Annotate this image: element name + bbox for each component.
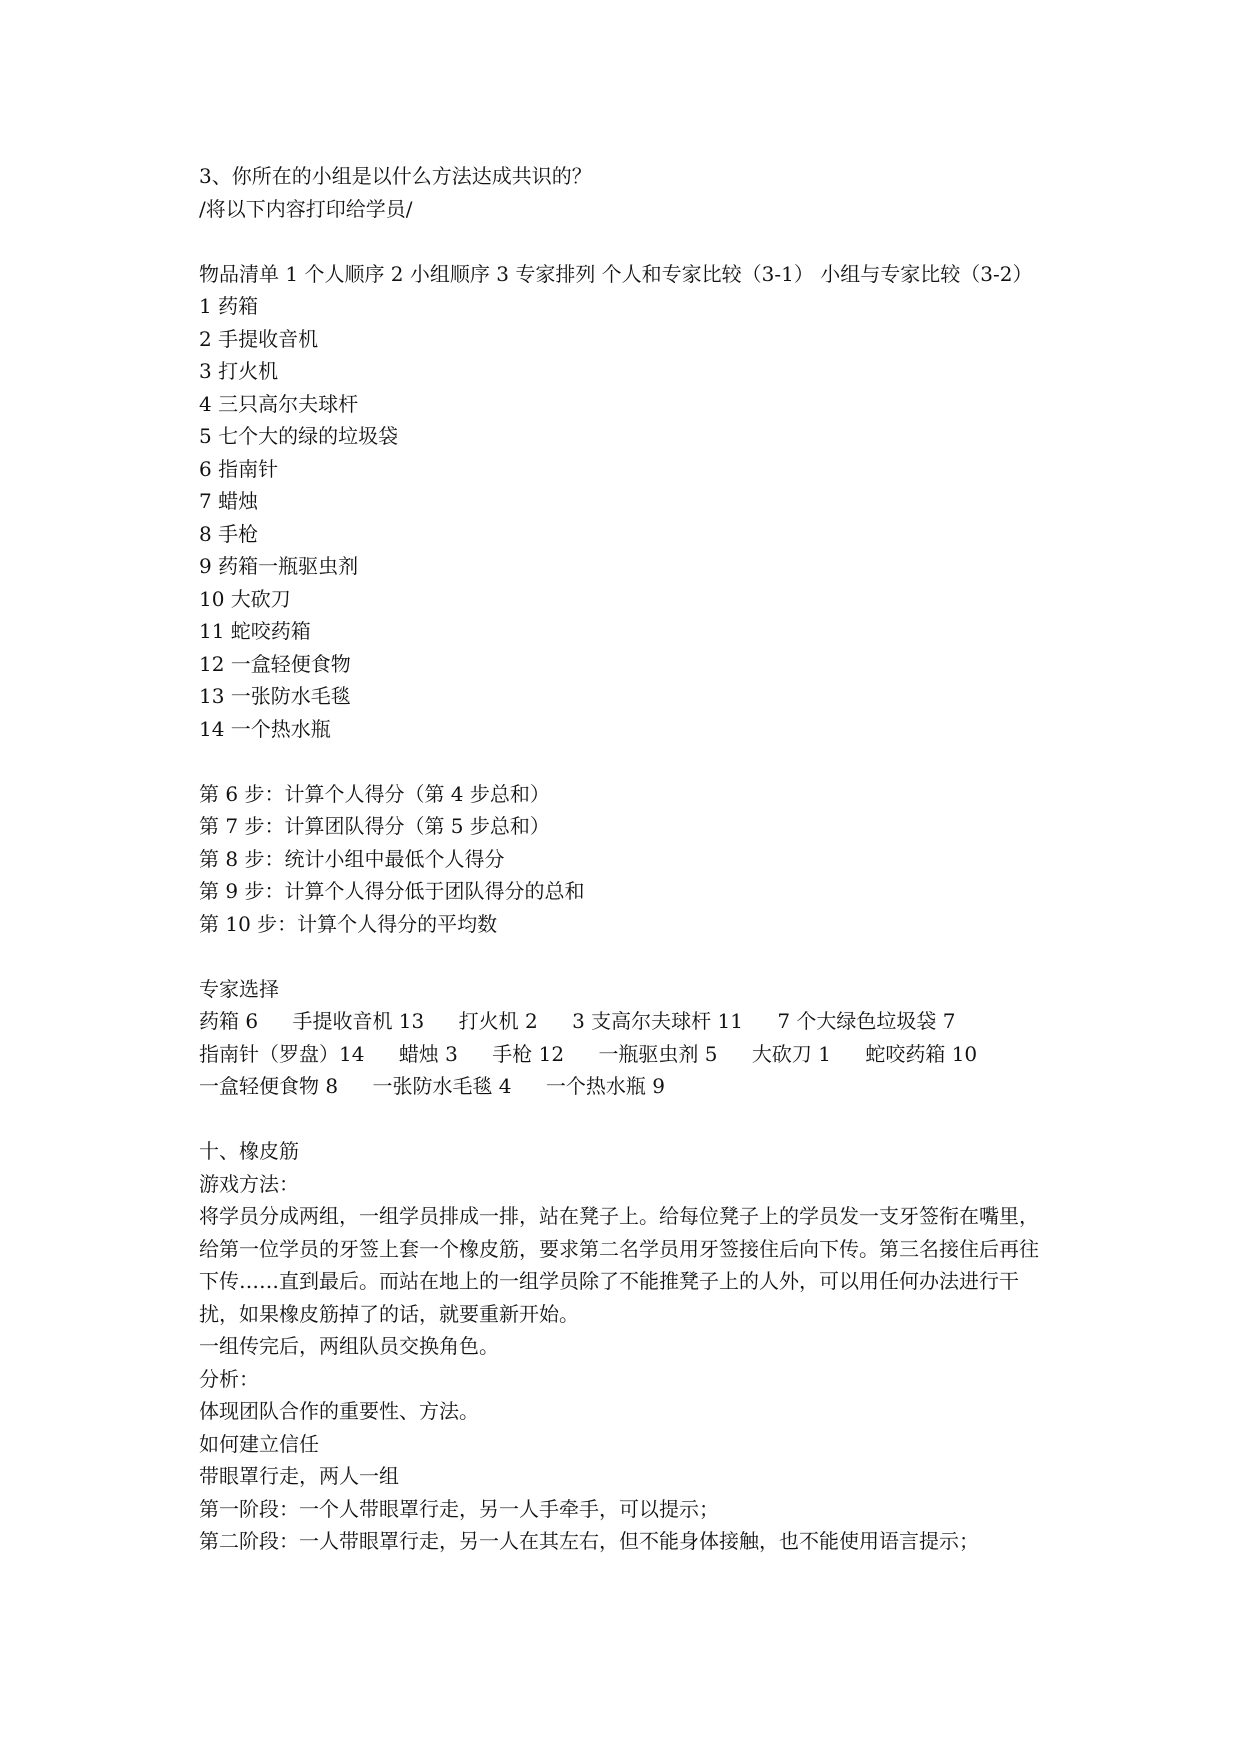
list-item: 12 一盒轻便食物 bbox=[199, 651, 351, 676]
analysis-text: 体现团队合作的重要性、方法。 bbox=[199, 1399, 479, 1423]
method-label: 游戏方法： bbox=[199, 1171, 299, 1196]
trust-title: 如何建立信任 bbox=[199, 1431, 319, 1456]
document-page bbox=[199, 160, 1039, 1558]
expert-entry: 打火机 2 bbox=[458, 1009, 538, 1033]
print-note: /将以下内容打印给学员/ bbox=[199, 196, 413, 221]
analysis-label: 分析： bbox=[199, 1366, 259, 1391]
expert-choices bbox=[199, 1005, 1039, 1103]
expert-entry: 手提收音机 13 bbox=[292, 1009, 425, 1033]
section-title: 十、橡皮筋 bbox=[199, 1139, 299, 1163]
list-item: 3 打火机 bbox=[199, 359, 279, 383]
list-item: 7 蜡烛 bbox=[199, 489, 259, 513]
expert-entry: 一个热水瓶 9 bbox=[545, 1074, 665, 1098]
list-item: 14 一个热水瓶 bbox=[199, 716, 331, 741]
expert-entry: 手枪 12 bbox=[492, 1041, 565, 1066]
step-item: 第 8 步：统计小组中最低个人得分 bbox=[199, 846, 505, 871]
list-item: 1 药箱 bbox=[199, 294, 259, 318]
trust-subtitle: 带眼罩行走，两人一组 bbox=[199, 1464, 399, 1488]
expert-entry: 3 支高尔夫球杆 11 bbox=[572, 1009, 743, 1033]
stage-one: 第一阶段：一个人带眼罩行走，另一人手牵手，可以提示； bbox=[199, 1496, 719, 1521]
list-item: 4 三只高尔夫球杆 bbox=[199, 391, 359, 416]
step-list bbox=[199, 778, 1039, 941]
expert-entry: 一瓶驱虫剂 5 bbox=[598, 1041, 718, 1066]
expert-entry: 药箱 6 bbox=[199, 1009, 259, 1033]
blank-line bbox=[199, 225, 1039, 258]
method-paragraph: 将学员分成两组，一组学员排成一排，站在凳子上。给每位凳子上的学员发一支牙签衔在嘴里，给第一位学员的牙签上套一个橡皮筋，要求第二名学员用牙签接住后向下传。第三名接住后再往下传……直到最后。而站在地上的一组学员除了不能推凳子上的人外，可以用任何办法进行干扰，如果橡皮筋掉了的话，就要重新开始。 bbox=[199, 1204, 1039, 1326]
expert-entry: 7 个大绿色垃圾袋 7 bbox=[777, 1009, 956, 1033]
list-item: 8 手枪 bbox=[199, 521, 259, 546]
list-item: 6 指南针 bbox=[199, 456, 279, 481]
blank-line bbox=[199, 1103, 1039, 1136]
question-line: 3、你所在的小组是以什么方法达成共识的？ bbox=[199, 164, 592, 188]
step-item: 第 10 步：计算个人得分的平均数 bbox=[199, 911, 498, 936]
expert-entry: 一盒轻便食物 8 bbox=[199, 1074, 339, 1098]
stage-two: 第二阶段：一人带眼罩行走，另一人在其左右，但不能身体接触，也不能使用语言提示； bbox=[199, 1529, 979, 1553]
expert-entry: 指南针（罗盘）14 bbox=[199, 1041, 365, 1066]
list-item: 5 七个大的绿的垃圾袋 bbox=[199, 424, 399, 448]
expert-entry: 大砍刀 1 bbox=[751, 1041, 831, 1066]
expert-title: 专家选择 bbox=[199, 976, 279, 1001]
step-item: 第 6 步：计算个人得分（第 4 步总和） bbox=[199, 781, 550, 806]
item-list bbox=[199, 290, 1039, 745]
list-item: 13 一张防水毛毯 bbox=[199, 684, 351, 708]
list-item: 9 药箱一瓶驱虫剂 bbox=[199, 554, 359, 578]
list-item: 11 蛇咬药箱 bbox=[199, 619, 311, 643]
list-item: 2 手提收音机 bbox=[199, 326, 319, 351]
swap-line: 一组传完后，两组队员交换角色。 bbox=[199, 1334, 499, 1358]
step-item: 第 9 步：计算个人得分低于团队得分的总和 bbox=[199, 879, 585, 903]
expert-entry: 蜡烛 3 bbox=[398, 1041, 458, 1066]
blank-line bbox=[199, 940, 1039, 973]
expert-entry: 一张防水毛毯 4 bbox=[372, 1074, 512, 1098]
expert-entry: 蛇咬药箱 10 bbox=[865, 1041, 978, 1066]
item-list-header: 物品清单 1 个人顺序 2 小组顺序 3 专家排列 个人和专家比较（3-1） 小组与专家比较（3-2） bbox=[199, 261, 1033, 286]
step-item: 第 7 步：计算团队得分（第 5 步总和） bbox=[199, 814, 550, 838]
blank-line bbox=[199, 745, 1039, 778]
list-item: 10 大砍刀 bbox=[199, 586, 291, 611]
